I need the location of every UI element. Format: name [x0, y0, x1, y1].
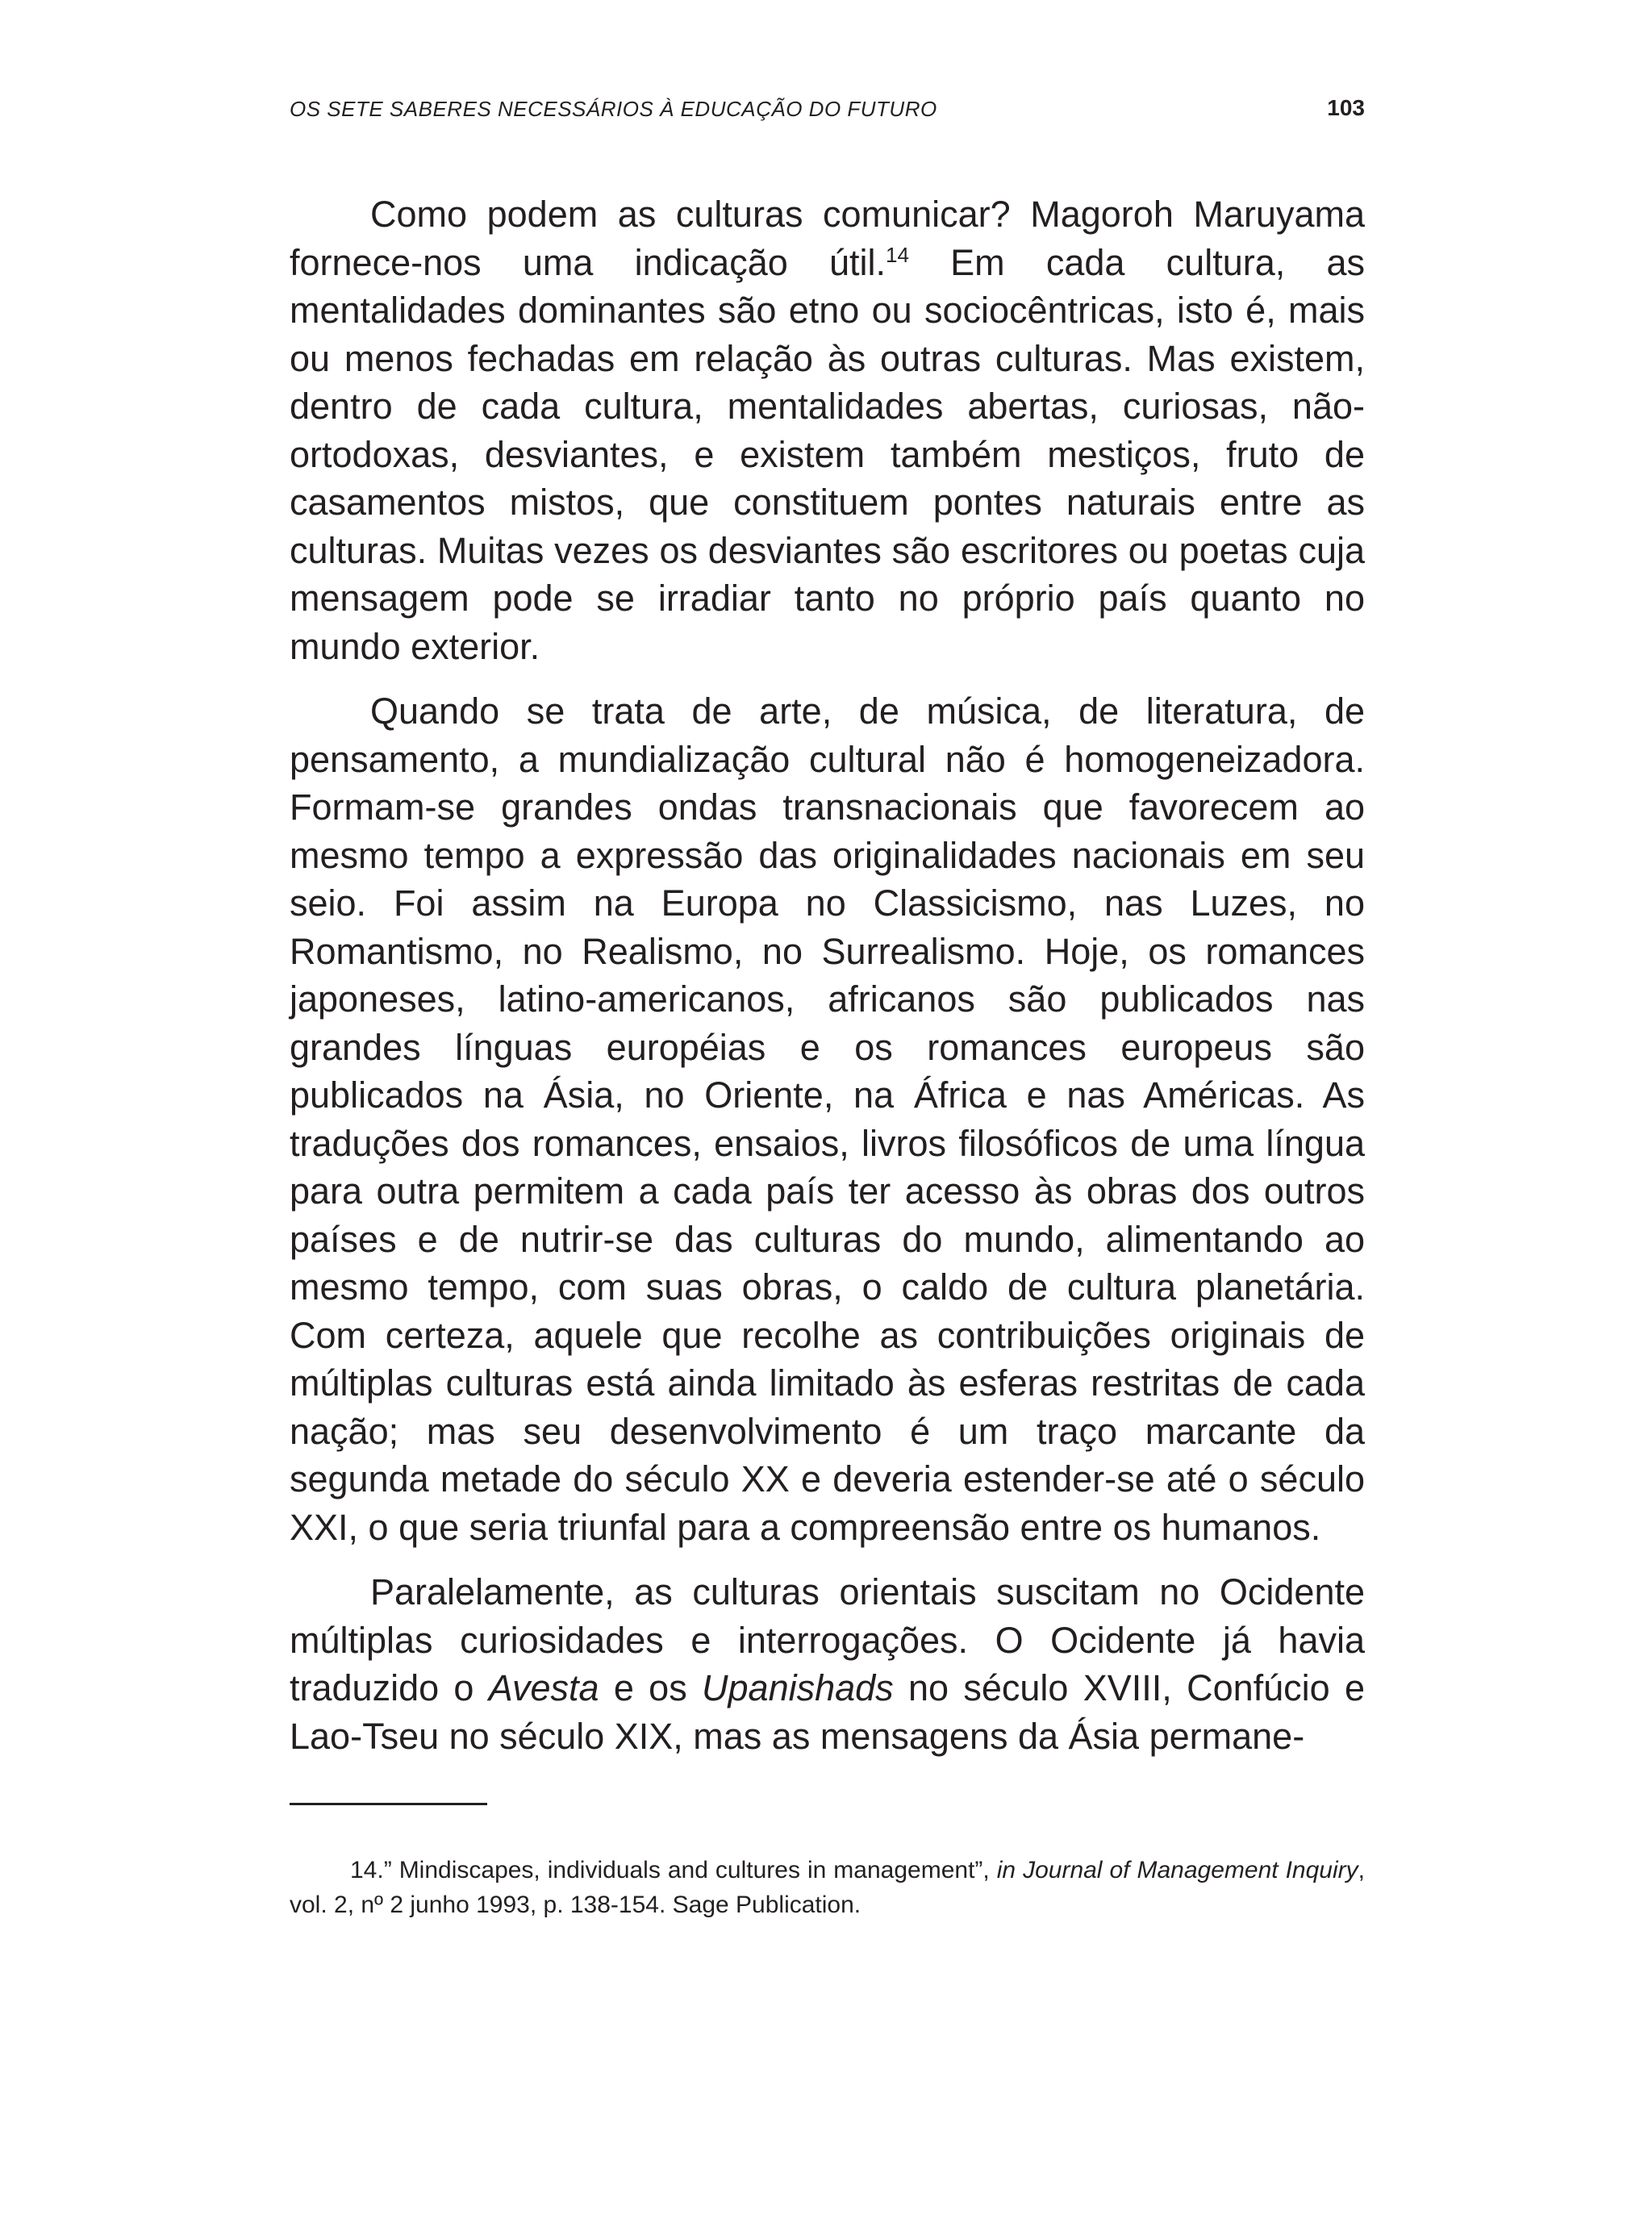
paragraph-3-text-b: e os [599, 1667, 703, 1708]
paragraph-2: Quando se trata de arte, de música, de literatura, de pensamento, a mundialização cultural não é homogeneizadora. Formam-se grandes ondas transnacionais que favorecem ao mesmo tempo a expressão das originalidades nacionais em seu seio. Foi assim na Europa no Classicismo, nas Luzes, no Romantismo, no Realismo, no Surrealismo. Hoje, os romances japoneses, latino-americanos, africanos são publicados nas grandes línguas européias e os romances europeus são publicados na Ásia, no Oriente, na África e nas Américas. As traduções dos romances, ensaios, livros filosóficos de uma língua para outra permitem a cada país ter acesso às obras dos outros países e de nutrir-se das culturas do mundo, alimentando ao mesmo tempo, com suas obras, o caldo de cultura planetária. Com certeza, aquele que recolhe as contribuições originais de múltiplas culturas está ainda limitado às esferas restritas de cada nação; mas seu desenvolvimento é um traço marcante da segunda metade do século XX e deveria estender-se até o século XXI, o que seria triunfal para a compreensão entre os humanos. [290, 690, 1365, 1548]
paragraph-1-text-b: Em cada cultura, as mentalidades dominantes são etno ou sociocêntricas, isto é, mais ou menos fechadas em relação às outras culturas. Mas existem, dentro de cada cultura, mentalidades abertas, curiosas, não-ortodoxas, desviantes, e existem também mestiços, fruto de casamentos mistos, que constituem pontes naturais entre as culturas. Muitas vezes os desviantes são escritores ou poetas cuja mensagem pode se irradiar tanto no próprio país quanto no mundo exterior. [290, 241, 1365, 667]
paragraph-3-text-a: Paralelamente, as culturas orientais suscitam no Ocidente múltiplas curiosidades e interrogações. O Ocidente já havia traduzido o [290, 1571, 1365, 1708]
paragraph-1 [290, 190, 1365, 670]
paragraph-3-italic-upanishads: Upanishads [702, 1667, 894, 1708]
footnote-text-b: , vol. 2, nº 2 junho 1993, p. 138-154. Sage Publication. [290, 1857, 1365, 1918]
footnote-text-a: 14.” Mindiscapes, individuals and cultures in management”, [350, 1857, 997, 1883]
paragraph-3-italic-avesta: Avesta [488, 1667, 599, 1708]
running-title: OS SETE SABERES NECESSÁRIOS À EDUCAÇÃO DO FUTURO [290, 97, 937, 121]
footnote [290, 1853, 1365, 1922]
body-text [290, 190, 1365, 1760]
footnote-reference: 14 [886, 242, 909, 267]
paragraph-3-text-c: no século XVIII, Confúcio e Lao-Tseu no século XIX, mas as mensagens da Ásia permane- [290, 1667, 1366, 1757]
footnote-divider [290, 1803, 487, 1805]
paragraph-1-text-a: Como podem as culturas comunicar? Magoroh Maruyama fornece-nos uma indicação útil. [290, 194, 1365, 283]
footnote-italic-journal: in Journal of Management Inquiry [996, 1857, 1358, 1883]
paragraph-3 [290, 1568, 1365, 1760]
running-header [290, 90, 1365, 131]
page-number: 103 [1327, 95, 1365, 120]
